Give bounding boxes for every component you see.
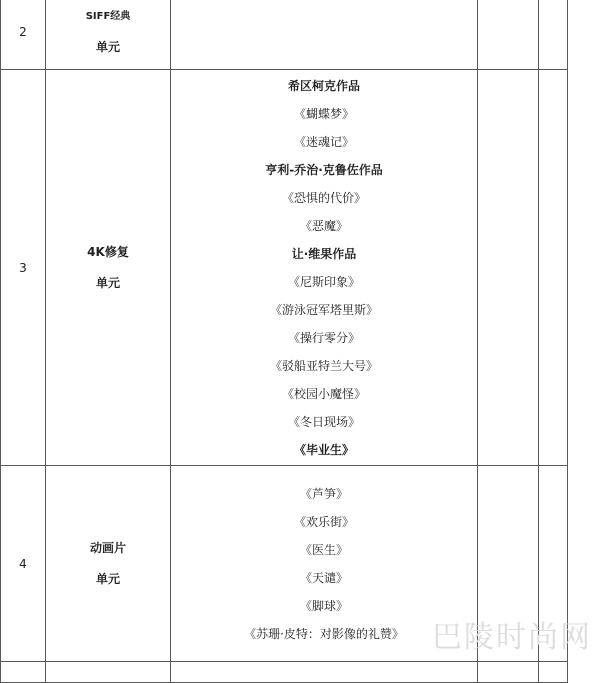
empty-cell: [539, 70, 568, 466]
empty-cell: [539, 0, 568, 70]
film-title: 《苏珊·皮特：对影像的礼赞》: [244, 626, 404, 641]
empty-cell: [171, 662, 478, 683]
unit-name-cell: [46, 70, 171, 466]
unit-name-cell: [46, 0, 171, 70]
row-number: 3: [1, 70, 46, 466]
film-title: 《恶魔》: [299, 218, 348, 233]
film-list-cell: [171, 0, 478, 70]
film-title: 《脚球》: [299, 598, 348, 613]
film-title: 《校园小魔怪》: [281, 386, 366, 401]
film-title: 《冬日现场》: [287, 414, 360, 429]
film-title: 《操行零分》: [287, 330, 360, 345]
film-title: 《驳船亚特兰大号》: [269, 358, 378, 373]
empty-cell: [539, 662, 568, 683]
empty-cell: [478, 70, 539, 466]
film-title: 《医生》: [299, 542, 348, 557]
watermark-text: 巴陵时尚网: [432, 620, 592, 655]
watermark-logo: [432, 612, 592, 656]
empty-cell: [478, 662, 539, 683]
unit-name-line: 4K修复: [87, 244, 129, 259]
unit-name-cell: [46, 466, 171, 662]
empty-cell: [1, 662, 46, 683]
film-title: 《恐惧的代价》: [281, 190, 366, 205]
row-number: 4: [1, 466, 46, 662]
film-title: 让·维果作品: [291, 246, 357, 261]
film-title: 《蝴蝶梦》: [293, 106, 354, 121]
unit-name-line: SIFF经典: [85, 11, 131, 22]
film-title: 亨利-乔治·克鲁佐作品: [265, 162, 383, 177]
empty-cell: [478, 0, 539, 70]
film-title: 《迷魂记》: [293, 134, 354, 149]
empty-cell: [46, 662, 171, 683]
film-title: 《游泳冠军塔里斯》: [269, 302, 378, 317]
film-title: 《毕业生》: [293, 442, 354, 457]
row-number: 2: [1, 0, 46, 70]
film-list-cell: [171, 70, 478, 466]
film-title: 《天谴》: [299, 570, 348, 585]
unit-name-line: 单元: [95, 571, 120, 586]
table-row: [1, 662, 568, 683]
table-row: [1, 70, 568, 466]
film-title: 《尼斯印象》: [287, 274, 360, 289]
unit-name-line: 动画片: [89, 540, 126, 555]
film-title: 《芦笋》: [299, 486, 348, 501]
table-row: [1, 0, 568, 70]
film-title: 《欢乐街》: [293, 514, 354, 529]
unit-name-line: 单元: [95, 40, 120, 54]
film-title: 希区柯克作品: [287, 78, 360, 93]
unit-name-line: 单元: [95, 275, 120, 290]
